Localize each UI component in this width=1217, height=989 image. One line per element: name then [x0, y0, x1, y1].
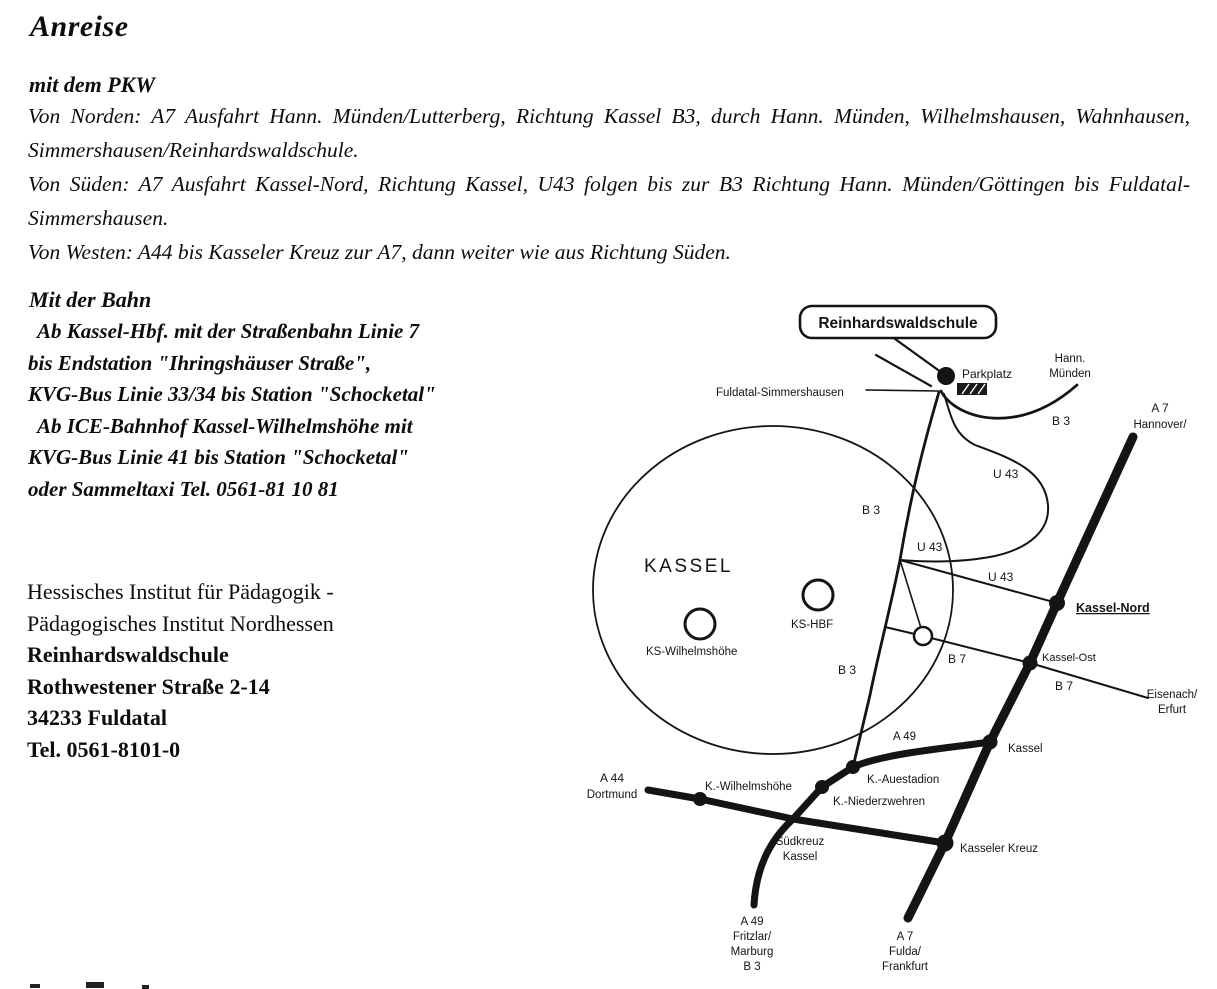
pkw-paragraph: Von Norden: A7 Ausfahrt Hann. Münden/Lutterberg, Richtung Kassel B3, durch Hann. Münden, Wilhelmshausen, Wahnhausen, Simmershausen/Reinhardswaldschule. — [28, 104, 1190, 162]
map-label-ks-hbf: KS-HBF — [791, 619, 834, 631]
map-label-a49-bottom-line3: Marburg — [730, 946, 774, 958]
map-label-k-wilhelmshoehe: K.-Wilhelmshöhe — [705, 781, 792, 793]
map-label-b7-east: B 7 — [1055, 679, 1074, 693]
map-label-kassel-ost: Kassel-Ost — [1042, 652, 1096, 664]
bahn-line: oder Sammeltaxi Tel. 0561-81 10 81 — [28, 476, 339, 501]
map-label-kassel-city: KASSEL — [644, 556, 733, 577]
map-label-k-auestadion: K.-Auestadion — [867, 774, 940, 786]
address-line: Rothwestener Straße 2-14 — [27, 673, 270, 699]
section-heading-pkw: mit dem PKW — [29, 72, 155, 97]
road-u43-connector — [900, 560, 921, 628]
map-label-ks-wilhelmshoehe-station: KS-Wilhelmshöhe — [646, 646, 738, 658]
kassel-city-circle — [593, 426, 953, 754]
dot-k-auestadion — [846, 760, 860, 774]
bahn-line: bis Endstation "Ihringshäuser Straße", — [28, 350, 372, 375]
clipped-text-fragment — [142, 985, 149, 989]
circle-ks-hbf — [803, 580, 833, 610]
address-line: Pädagogisches Institut Nordhessen — [27, 610, 334, 636]
bahn-line: Ab Kassel-Hbf. mit der Straßenbahn Linie 7 — [37, 319, 420, 343]
parkplatz-icon — [957, 383, 987, 395]
pkw-paragraph: Von Süden: A7 Ausfahrt Kassel-Nord, Richtung Kassel, U43 folgen bis zur B3 Richtung Hann. Münden/Göttingen bis Fuldatal-Simmershausen. — [28, 172, 1190, 230]
map-label-kassel-junction: Kassel — [1008, 743, 1043, 755]
page-title: Anreise — [30, 10, 129, 43]
bahn-line: KVG-Bus Linie 33/34 bis Station "Schocketal" — [28, 382, 436, 406]
dot-kasseler-kreuz — [937, 835, 954, 852]
map-label-b7-west: B 7 — [948, 652, 967, 666]
map-label-parkplatz: Parkplatz — [962, 367, 1013, 381]
dot-k-niederzwehren — [815, 780, 829, 794]
address-line: Hessisches Institut für Pädagogik - — [27, 579, 334, 604]
clipped-text-fragment — [30, 984, 40, 988]
map-label-a7-bottom-line3: Frankfurt — [881, 961, 929, 973]
road-u43-to-kassel-nord — [900, 560, 1057, 603]
map-label-eisenach-line2: Erfurt — [1157, 704, 1187, 716]
pkw-paragraph: Von Westen: A44 bis Kasseler Kreuz zur A7, dann weiter wie aus Richtung Süden. — [28, 240, 731, 264]
map-label-fuldatal-simmershausen: Fuldatal-Simmershausen — [716, 387, 844, 399]
circle-junction-b7 — [914, 627, 932, 645]
map-label-a7-bottom-line2: Fulda/ — [889, 946, 921, 958]
dot-k-wilhelmshoehe — [693, 792, 707, 806]
map-label-kassel-nord: Kassel-Nord — [1076, 601, 1150, 615]
map-label-a7-bottom-line1: A 7 — [896, 931, 914, 943]
road-u43-loop — [900, 394, 1048, 561]
map-label-suedkreuz-line1: Südkreuz — [775, 836, 825, 848]
circle-ks-wilhelmshoehe — [685, 609, 715, 639]
map-label-k-niederzwehren: K.-Niederzwehren — [833, 796, 926, 808]
map-label-a44-line1: A 44 — [599, 771, 625, 785]
map-label-eisenach-line1: Eisenach/ — [1146, 689, 1198, 701]
map-label-hann-muenden-line2: Münden — [1049, 368, 1091, 380]
clipped-text-fragment — [86, 982, 104, 988]
map-label-u43-loop: U 43 — [917, 540, 943, 554]
bahn-line: Ab ICE-Bahnhof Kassel-Wilhelmshöhe mit — [37, 413, 413, 438]
dot-kassel-ost — [1023, 656, 1038, 671]
dot-kassel-junction — [983, 735, 998, 750]
map-label-a49-bottom-line1: A 49 — [740, 916, 764, 928]
dot-school-parkplatz — [937, 367, 955, 385]
map-label-a44-line2: Dortmund — [586, 789, 638, 801]
address-line: 34233 Fuldatal — [27, 705, 167, 730]
map-label-u43-lower: U 43 — [988, 570, 1014, 584]
map-label-a7-hannover-line1: A 7 — [1151, 401, 1169, 415]
map-label-a7-hannover-line2: Hannover/ — [1133, 419, 1187, 431]
map-label-b3-mid: B 3 — [862, 503, 881, 517]
map-label-b3-north: B 3 — [1052, 414, 1071, 428]
address-line: Reinhardswaldschule — [27, 642, 229, 667]
map-label-u43-upper: U 43 — [993, 467, 1019, 481]
bahn-line: KVG-Bus Linie 41 bis Station "Schocketal" — [28, 445, 409, 469]
map-label-hann-muenden-line1: Hann. — [1054, 353, 1086, 365]
map-label-a49-bottom-line2: Fritzlar/ — [732, 931, 772, 943]
map-label-suedkreuz-line2: Kassel — [782, 851, 818, 863]
section-heading-bahn: Mit der Bahn — [29, 287, 152, 312]
dot-kassel-nord — [1049, 595, 1065, 611]
map-label-b3-south: B 3 — [838, 663, 857, 677]
school-callout-label: Reinhardswaldschule — [818, 315, 978, 332]
map-label-a49-upper: A 49 — [893, 731, 917, 743]
address-line: Tel. 0561-8101-0 — [27, 736, 181, 762]
fuldatal-leader-line — [866, 390, 938, 391]
map-label-a49-bottom-line4: B 3 — [743, 961, 761, 973]
map-label-kasseler-kreuz: Kasseler Kreuz — [960, 843, 1038, 855]
